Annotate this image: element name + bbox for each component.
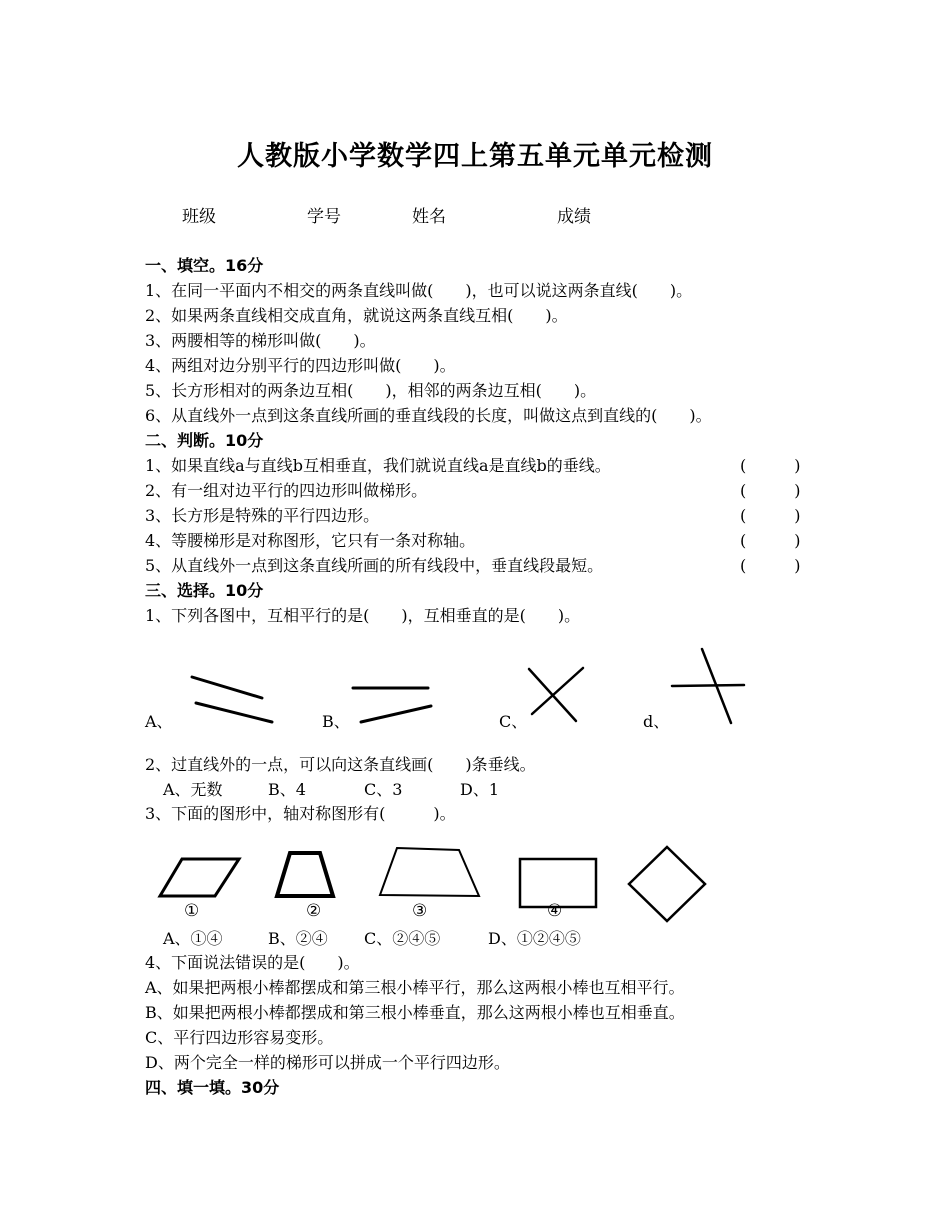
q2-option-d: D、1 xyxy=(460,780,500,799)
q3-option-c: C、②④⑤ xyxy=(364,929,441,948)
shape-3-trapezoid xyxy=(380,848,479,896)
shape-5-square xyxy=(629,847,705,921)
q2-option-a: A、无数 xyxy=(163,780,223,799)
shape-2-number: ② xyxy=(306,901,322,921)
s1-item-3: 3、两腰相等的梯形叫做( )。 xyxy=(145,331,376,350)
q4-option-a: A、如果把两根小棒都摆成和第三根小棒平行，那么这两根小棒也互相平行。 xyxy=(145,978,685,997)
s2-answer-box-4: ( ) xyxy=(740,531,801,550)
class-label: 班级 xyxy=(182,207,216,227)
figure-c-lines xyxy=(529,668,583,721)
q4-option-d: D、两个完全一样的梯形可以拼成一个平行四边形。 xyxy=(145,1053,510,1072)
s3-q3: 3、下面的图形中，轴对称图形有( )。 xyxy=(145,804,456,823)
q4-option-b: B、如果把两根小棒都摆成和第三根小棒垂直，那么这两根小棒也互相垂直。 xyxy=(145,1003,685,1022)
s3-q1: 1、下列各图中，互相平行的是( )，互相垂直的是( )。 xyxy=(145,606,581,625)
s1-item-2: 2、如果两条直线相交成直角，就说这两条直线互相( )。 xyxy=(145,306,568,325)
q4-option-c: C、平行四边形容易变形。 xyxy=(145,1028,334,1047)
shape-4-number: ④ xyxy=(547,901,563,921)
number-label: 学号 xyxy=(307,207,341,227)
s2-answer-box-2: ( ) xyxy=(740,481,801,500)
section-4-heading: 四、填一填。30分 xyxy=(145,1078,280,1097)
q2-option-b: B、4 xyxy=(268,780,306,799)
q3-option-a: A、①④ xyxy=(163,929,223,948)
section-3-heading: 三、选择。10分 xyxy=(145,581,264,600)
q1-label-b: B、 xyxy=(322,712,350,731)
s2-item-1: 1、如果直线a与直线b互相垂直，我们就说直线a是直线b的垂线。 xyxy=(145,456,611,475)
s2-answer-box-1: ( ) xyxy=(740,456,801,475)
q1-label-c: C、 xyxy=(499,712,528,731)
q3-option-b: B、②④ xyxy=(268,929,328,948)
s2-answer-box-5: ( ) xyxy=(740,556,801,575)
q1-label-a: A、 xyxy=(145,712,173,731)
s1-item-5: 5、长方形相对的两条边互相( )，相邻的两条边互相( )。 xyxy=(145,381,597,400)
shape-3-number: ③ xyxy=(412,901,428,921)
s2-item-2: 2、有一组对边平行的四边形叫做梯形。 xyxy=(145,481,428,500)
shape-1-parallelogram xyxy=(160,859,239,896)
score-label: 成绩 xyxy=(557,207,591,227)
section-1-heading: 一、填空。16分 xyxy=(145,256,264,275)
s3-q4: 4、下面说法错误的是( )。 xyxy=(145,953,360,972)
q2-option-c: C、3 xyxy=(364,780,403,799)
s2-item-5: 5、从直线外一点到这条直线所画的所有线段中，垂直线段最短。 xyxy=(145,556,604,575)
s2-answer-box-3: ( ) xyxy=(740,506,801,525)
q3-option-d: D、①②④⑤ xyxy=(488,929,581,948)
s1-item-1: 1、在同一平面内不相交的两条直线叫做( )，也可以说这两条直线( )。 xyxy=(145,281,693,300)
shape-1-number: ① xyxy=(184,901,200,921)
figure-b-lines xyxy=(353,688,431,722)
figure-d-lines xyxy=(672,649,744,723)
s1-item-4: 4、两组对边分别平行的四边形叫做( )。 xyxy=(145,356,456,375)
s1-item-6: 6、从直线外一点到这条直线所画的垂直线段的长度，叫做这点到直线的( )。 xyxy=(145,406,712,425)
s2-item-3: 3、长方形是特殊的平行四边形。 xyxy=(145,506,380,525)
shape-2-trapezoid xyxy=(277,853,333,896)
q1-label-d: d、 xyxy=(643,712,670,731)
name-label: 姓名 xyxy=(412,207,446,227)
s2-item-4: 4、等腰梯形是对称图形，它只有一条对称轴。 xyxy=(145,531,476,550)
section-2-heading: 二、判断。10分 xyxy=(145,431,264,450)
page-title: 人教版小学数学四上第五单元单元检测 xyxy=(237,141,713,172)
s3-q2: 2、过直线外的一点，可以向这条直线画( )条垂线。 xyxy=(145,755,536,774)
shape-4-rectangle xyxy=(520,859,596,907)
figure-a-lines xyxy=(192,677,272,722)
